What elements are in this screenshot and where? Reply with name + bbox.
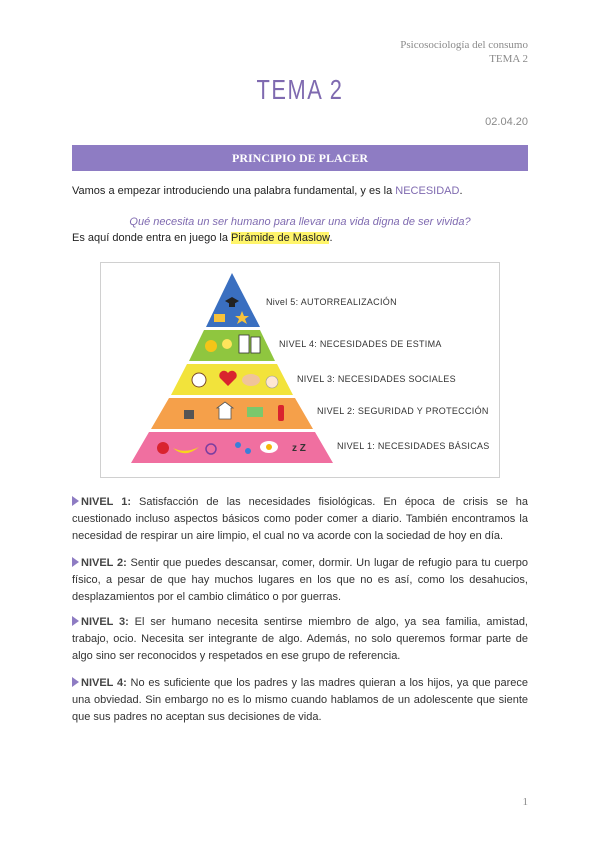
pyramid-label-1: NIVEL 1: NECESIDADES BÁSICAS (337, 441, 490, 451)
document-icon (251, 337, 260, 353)
sleep-zzz-icon: z Z (292, 443, 306, 454)
page-number: 1 (522, 796, 528, 808)
envelope-icon (214, 314, 225, 322)
paragraph-text: No es suficiente que los padres y las madres quieran a los hijos, ya que parece una obviedad. Sin embargo no es lo mismo cuando hablamos de un adolescente que siente que sus padres no aceptan sus decisiones de vida. (72, 677, 528, 723)
money-icon (247, 407, 263, 417)
maslow-text-before: Es aquí donde entra en juego la (72, 232, 232, 244)
pyramid-label-4: NIVEL 4: NECESIDADES DE ESTIMA (279, 339, 442, 349)
paragraph-text: Sentir que puedes descansar, comer, dormir. Un lugar de refugio para tu cuerpo físico, a pesar de que hay muchos lugares en los que no es así, como los desahucios, desplazamientos por el cambio climático o por guerras. (72, 557, 529, 603)
water-drops-icon (235, 442, 241, 448)
paragraph-label: NIVEL 1: (81, 496, 131, 508)
page-title: TEMA 2 (256, 74, 344, 105)
bullet-triangle-icon (72, 557, 79, 567)
course-name: Psicosociología del consumo (400, 39, 528, 51)
paragraph-label: NIVEL 2: (81, 557, 127, 569)
paragraph-text: Satisfacción de las necesidades fisiológicas. En época de crisis se ha cuestionado incluso aspectos básicos como poder comer a diario. También encontramos la necesidad de respirar un aire limpio, el cual no va acorde con la sociedad de hoy en día. (72, 496, 528, 542)
handshake-icon (242, 374, 260, 386)
intro-text-after: . (459, 185, 463, 197)
checklist-icon (239, 335, 249, 353)
paragraph-label: NIVEL 4: (81, 677, 127, 689)
paragraph-nivel-1 (72, 494, 528, 545)
lock-icon (184, 410, 194, 419)
baby-icon (266, 376, 278, 388)
pyramid-level-4 (189, 330, 275, 361)
fried-egg-yolk-icon (266, 444, 272, 450)
fire-extinguisher-icon (278, 405, 284, 421)
water-drops-icon-2 (245, 448, 251, 454)
paragraph-nivel-4 (72, 675, 528, 726)
pyramid-label-3: NIVEL 3: NECESIDADES SOCIALES (297, 374, 456, 384)
paragraph-nivel-3 (72, 614, 528, 665)
trophy-icon (205, 340, 217, 352)
intro-paragraph (72, 185, 463, 197)
paragraph-nivel-2 (72, 555, 528, 606)
maslow-pyramid-svg (101, 263, 499, 477)
section-banner: PRINCIPIO DE PLACER (72, 145, 528, 171)
bullet-triangle-icon (72, 616, 79, 626)
dog-icon (192, 373, 206, 387)
topic-name: TEMA 2 (489, 53, 528, 65)
lightbulb-icon (222, 339, 232, 349)
paragraph-text: El ser humano necesita sentirse miembro de algo, ya sea familia, amistad, trabajo, ocio. Necesita ser integrante de algo. Además, no solo queremos formar parte de algo sino ser reconocidos y respetados en ese grupo de referencia. (72, 616, 528, 662)
question-line: Qué necesita un ser humano para llevar una vida digna de ser vivida? (129, 216, 471, 228)
paragraph-label: NIVEL 3: (81, 616, 129, 628)
maslow-pyramid-figure (100, 262, 500, 478)
apple-icon (157, 442, 169, 454)
pyramid-level-2 (151, 398, 313, 429)
maslow-highlight: Pirámide de Maslow (231, 232, 330, 244)
date: 02.04.20 (485, 116, 528, 128)
document-header (400, 38, 528, 66)
maslow-text-after: . (329, 232, 333, 244)
intro-text-before: Vamos a empezar introduciendo una palabra fundamental, y es la (72, 185, 396, 197)
bullet-triangle-icon (72, 496, 79, 506)
keyword-necesidad: NECESIDAD (395, 185, 460, 197)
pyramid-label-5: Nivel 5: AUTORREALIZACIÓN (266, 297, 397, 307)
bullet-triangle-icon (72, 677, 79, 687)
pyramid-label-2: NIVEL 2: SEGURIDAD Y PROTECCIÓN (317, 406, 489, 416)
maslow-paragraph (72, 232, 333, 244)
